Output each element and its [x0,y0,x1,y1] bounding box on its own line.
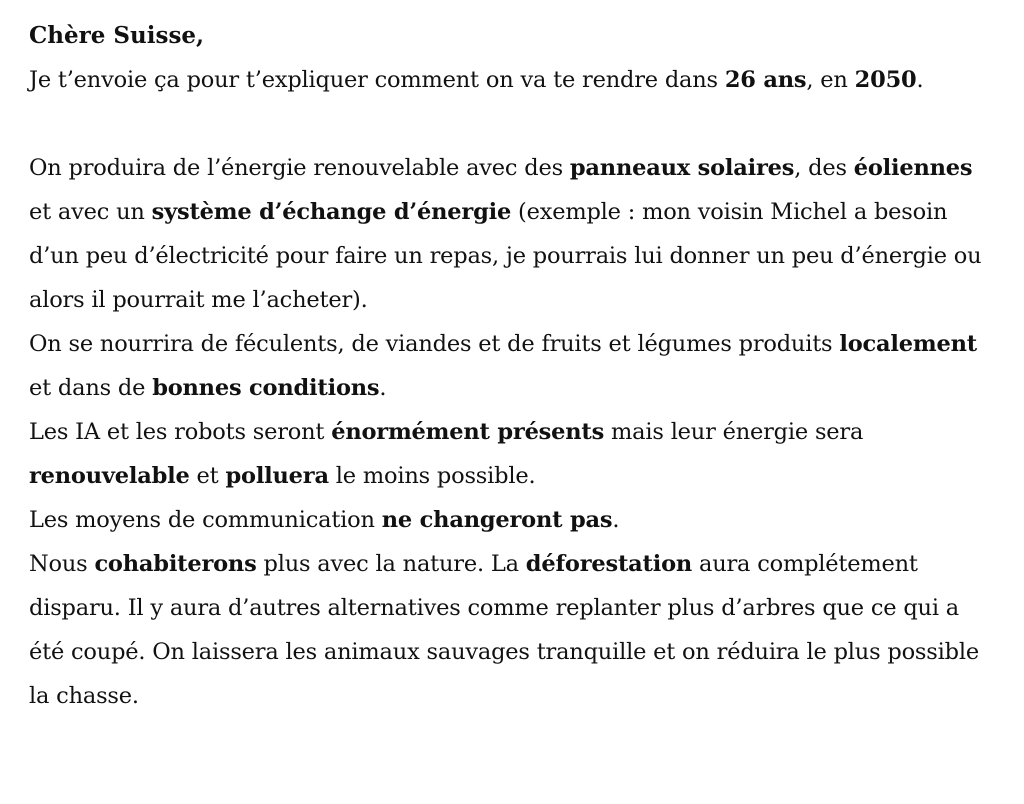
nature-text-2: plus avec la nature. La [256,551,526,577]
energy-exchange-system: système d’échange d’énergie [151,199,512,225]
ai-text-2: mais leur énergie sera [604,419,864,445]
intro-paragraph [29,58,989,102]
ai-paragraph [29,410,989,498]
intro-target-year: 2050 [854,67,917,93]
energy-text-1: On produira de l’énergie renouvelable avec des [29,155,570,181]
communication-no-change: ne changeront pas [381,507,613,533]
intro-text-1: Je t’envoie ça pour t’expliquer comment on va te rendre dans [29,67,725,93]
nature-text-3: aura complétement disparu. Il y aura d’autres alternatives comme replanter plus d’arbres que ce qui a été coupé. On laissera les animaux sauvages tranquille et on réduira le plus possible la chasse. [29,551,979,709]
nature-cohabit: cohabiterons [94,551,257,577]
energy-wind-turbines: éoliennes [853,155,973,181]
food-text-3: . [379,375,387,401]
communication-text-2: . [612,507,620,533]
communication-text-1: Les moyens de communication [29,507,382,533]
ai-very-present: énormément présents [331,419,605,445]
ai-renewable: renouvelable [29,463,190,489]
energy-solar-panels: panneaux solaires [569,155,795,181]
food-paragraph [29,322,989,410]
food-text-1: On se nourrira de féculents, de viandes et de fruits et légumes produits [29,331,840,357]
ai-text-3: et [189,463,226,489]
nature-deforestation: déforestation [525,551,693,577]
letter [29,14,989,718]
food-good-conditions: bonnes conditions [152,375,380,401]
intro-text-3: . [916,67,924,93]
food-locally: localement [839,331,977,357]
paragraph-gap [29,102,989,146]
energy-text-2: , des [794,155,854,181]
intro-years: 26 ans [724,67,807,93]
energy-paragraph [29,146,989,322]
communication-paragraph [29,498,989,542]
energy-text-3: et avec un [29,199,152,225]
nature-text-1: Nous [29,551,95,577]
intro-text-2: , en [806,67,855,93]
ai-text-4: le moins possible. [328,463,536,489]
nature-paragraph [29,542,989,718]
ai-text-1: Les IA et les robots seront [29,419,332,445]
energy-text-4: (exemple : mon voisin Michel a besoin d’un peu d’électricité pour faire un repas, je pourrais lui donner un peu d’énergie ou alors il pourrait me l’acheter). [29,199,982,313]
letter-greeting: Chère Suisse, [29,22,205,49]
ai-pollute: polluera [225,463,329,489]
food-text-2: et dans de [29,375,153,401]
